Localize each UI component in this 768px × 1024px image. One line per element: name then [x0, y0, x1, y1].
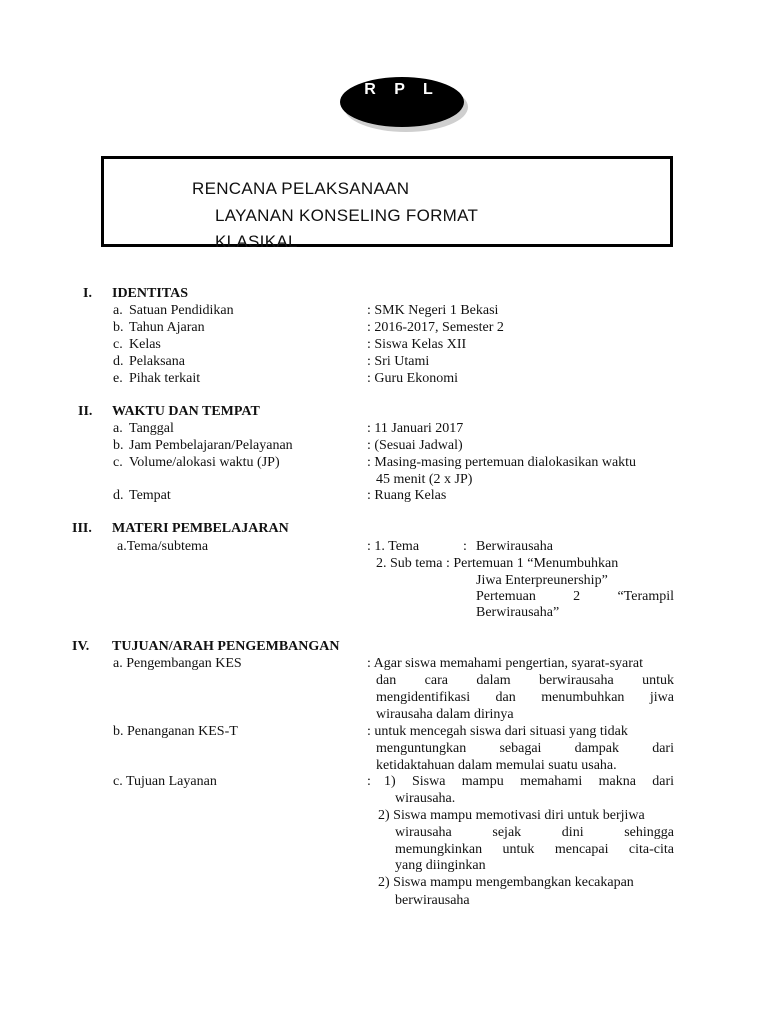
kes-label: a. Pengembangan KES [113, 656, 242, 671]
kes-line: mengidentifikasi dan menumbuhkan jiwa [376, 690, 674, 705]
kes-line: : Agar siswa memahami pengertian, syarat-syarat [367, 656, 644, 671]
item-letter: d. [113, 488, 124, 503]
kest-line: : untuk mencegah siswa dari situasi yang tidak [367, 724, 628, 739]
section-number: III. [72, 521, 92, 536]
subtema-line: Pertemuan 2 “Terampil [476, 589, 674, 604]
title-line-1: RENCANA PELAKSANAAN [192, 179, 410, 198]
tujuan-line: wirausaha sejak dini sehingga [395, 825, 674, 840]
rpl-badge [340, 77, 464, 127]
tujuan-line: 2) Siswa mampu memotivasi diri untuk berjiwa [378, 808, 645, 823]
section-heading: TUJUAN/ARAH PENGEMBANGAN [112, 639, 340, 654]
item-value: : 11 Januari 2017 [367, 421, 464, 436]
item-value: : SMK Negeri 1 Bekasi [367, 303, 499, 318]
item-letter: c. [113, 337, 123, 352]
section-heading: MATERI PEMBELAJARAN [112, 521, 289, 536]
item-value: : 2016-2017, Semester 2 [367, 320, 504, 335]
tujuan-line: 1) Siswa mampu memahami makna dari [384, 774, 674, 789]
kest-line: ketidaktahuan dalam memulai suatu usaha. [376, 758, 617, 773]
section-number: I. [83, 286, 92, 301]
section-number: IV. [72, 639, 90, 654]
tujuan-line: berwirausaha [395, 893, 470, 908]
tujuan-colon: : [367, 774, 371, 789]
item-letter: d. [113, 354, 124, 369]
item-letter: b. [113, 438, 124, 453]
section-heading: IDENTITAS [112, 286, 188, 301]
rpl-badge-text: R P L [364, 81, 440, 98]
item-label: Satuan Pendidikan [129, 303, 234, 318]
item-label: Kelas [129, 337, 161, 352]
tema-value: Berwirausaha [476, 539, 553, 554]
item-label: Pelaksana [129, 354, 185, 369]
kes-line: dan cara dalam berwirausaha untuk [376, 673, 674, 688]
kest-line: menguntungkan sebagai dampak dari [376, 741, 674, 756]
item-value: : Guru Ekonomi [367, 371, 458, 386]
item-letter: b. [113, 320, 124, 335]
tujuan-line: 2) Siswa mampu mengembangkan kecakapan [378, 875, 634, 890]
item-letter: a. [113, 421, 123, 436]
item-value: : Masing-masing pertemuan dialokasikan waktu [367, 455, 637, 470]
item-letter: e. [113, 371, 123, 386]
item-label: Tahun Ajaran [129, 320, 205, 335]
item-label: Tanggal [129, 421, 174, 436]
title-line-3: KLASIKAL [215, 232, 298, 251]
item-value-cont: 45 menit (2 x JP) [376, 472, 473, 487]
subtema-line: Berwirausaha” [476, 605, 560, 620]
subtema-line: 2. Sub tema : Pertemuan 1 “Menumbuhkan [376, 556, 619, 571]
title-box [101, 156, 673, 251]
item-label: Jam Pembelajaran/Pelayanan [129, 438, 293, 453]
section-number: II. [78, 404, 93, 419]
tujuan-line: memungkinkan untuk mencapai cita-cita [395, 842, 674, 857]
section-heading: WAKTU DAN TEMPAT [112, 404, 260, 419]
item-letter: c. [113, 455, 123, 470]
kest-label: b. Penanganan KES-T [113, 724, 238, 739]
item-value: : Sri Utami [367, 354, 430, 369]
item-value: : (Sesuai Jadwal) [367, 438, 463, 453]
tujuan-line: wirausaha. [395, 791, 456, 806]
item-value: : Siswa Kelas XII [367, 337, 467, 352]
item-value: : Ruang Kelas [367, 488, 447, 503]
item-letter: a. [113, 303, 123, 318]
tujuan-label: c. Tujuan Layanan [113, 774, 217, 789]
tujuan-line: yang diinginkan [395, 858, 486, 873]
subtema-line: Jiwa Enterpreunership” [476, 573, 608, 588]
tema-prefix: : 1. Tema [367, 539, 420, 554]
item-label: Volume/alokasi waktu (JP) [129, 455, 280, 470]
tema-label: a.Tema/subtema [117, 539, 209, 554]
item-label: Pihak terkait [129, 371, 201, 386]
item-label: Tempat [129, 488, 171, 503]
tema-colon: : [463, 539, 467, 554]
kes-line: wirausaha dalam dirinya [376, 707, 514, 722]
title-line-2: LAYANAN KONSELING FORMAT [215, 206, 479, 225]
